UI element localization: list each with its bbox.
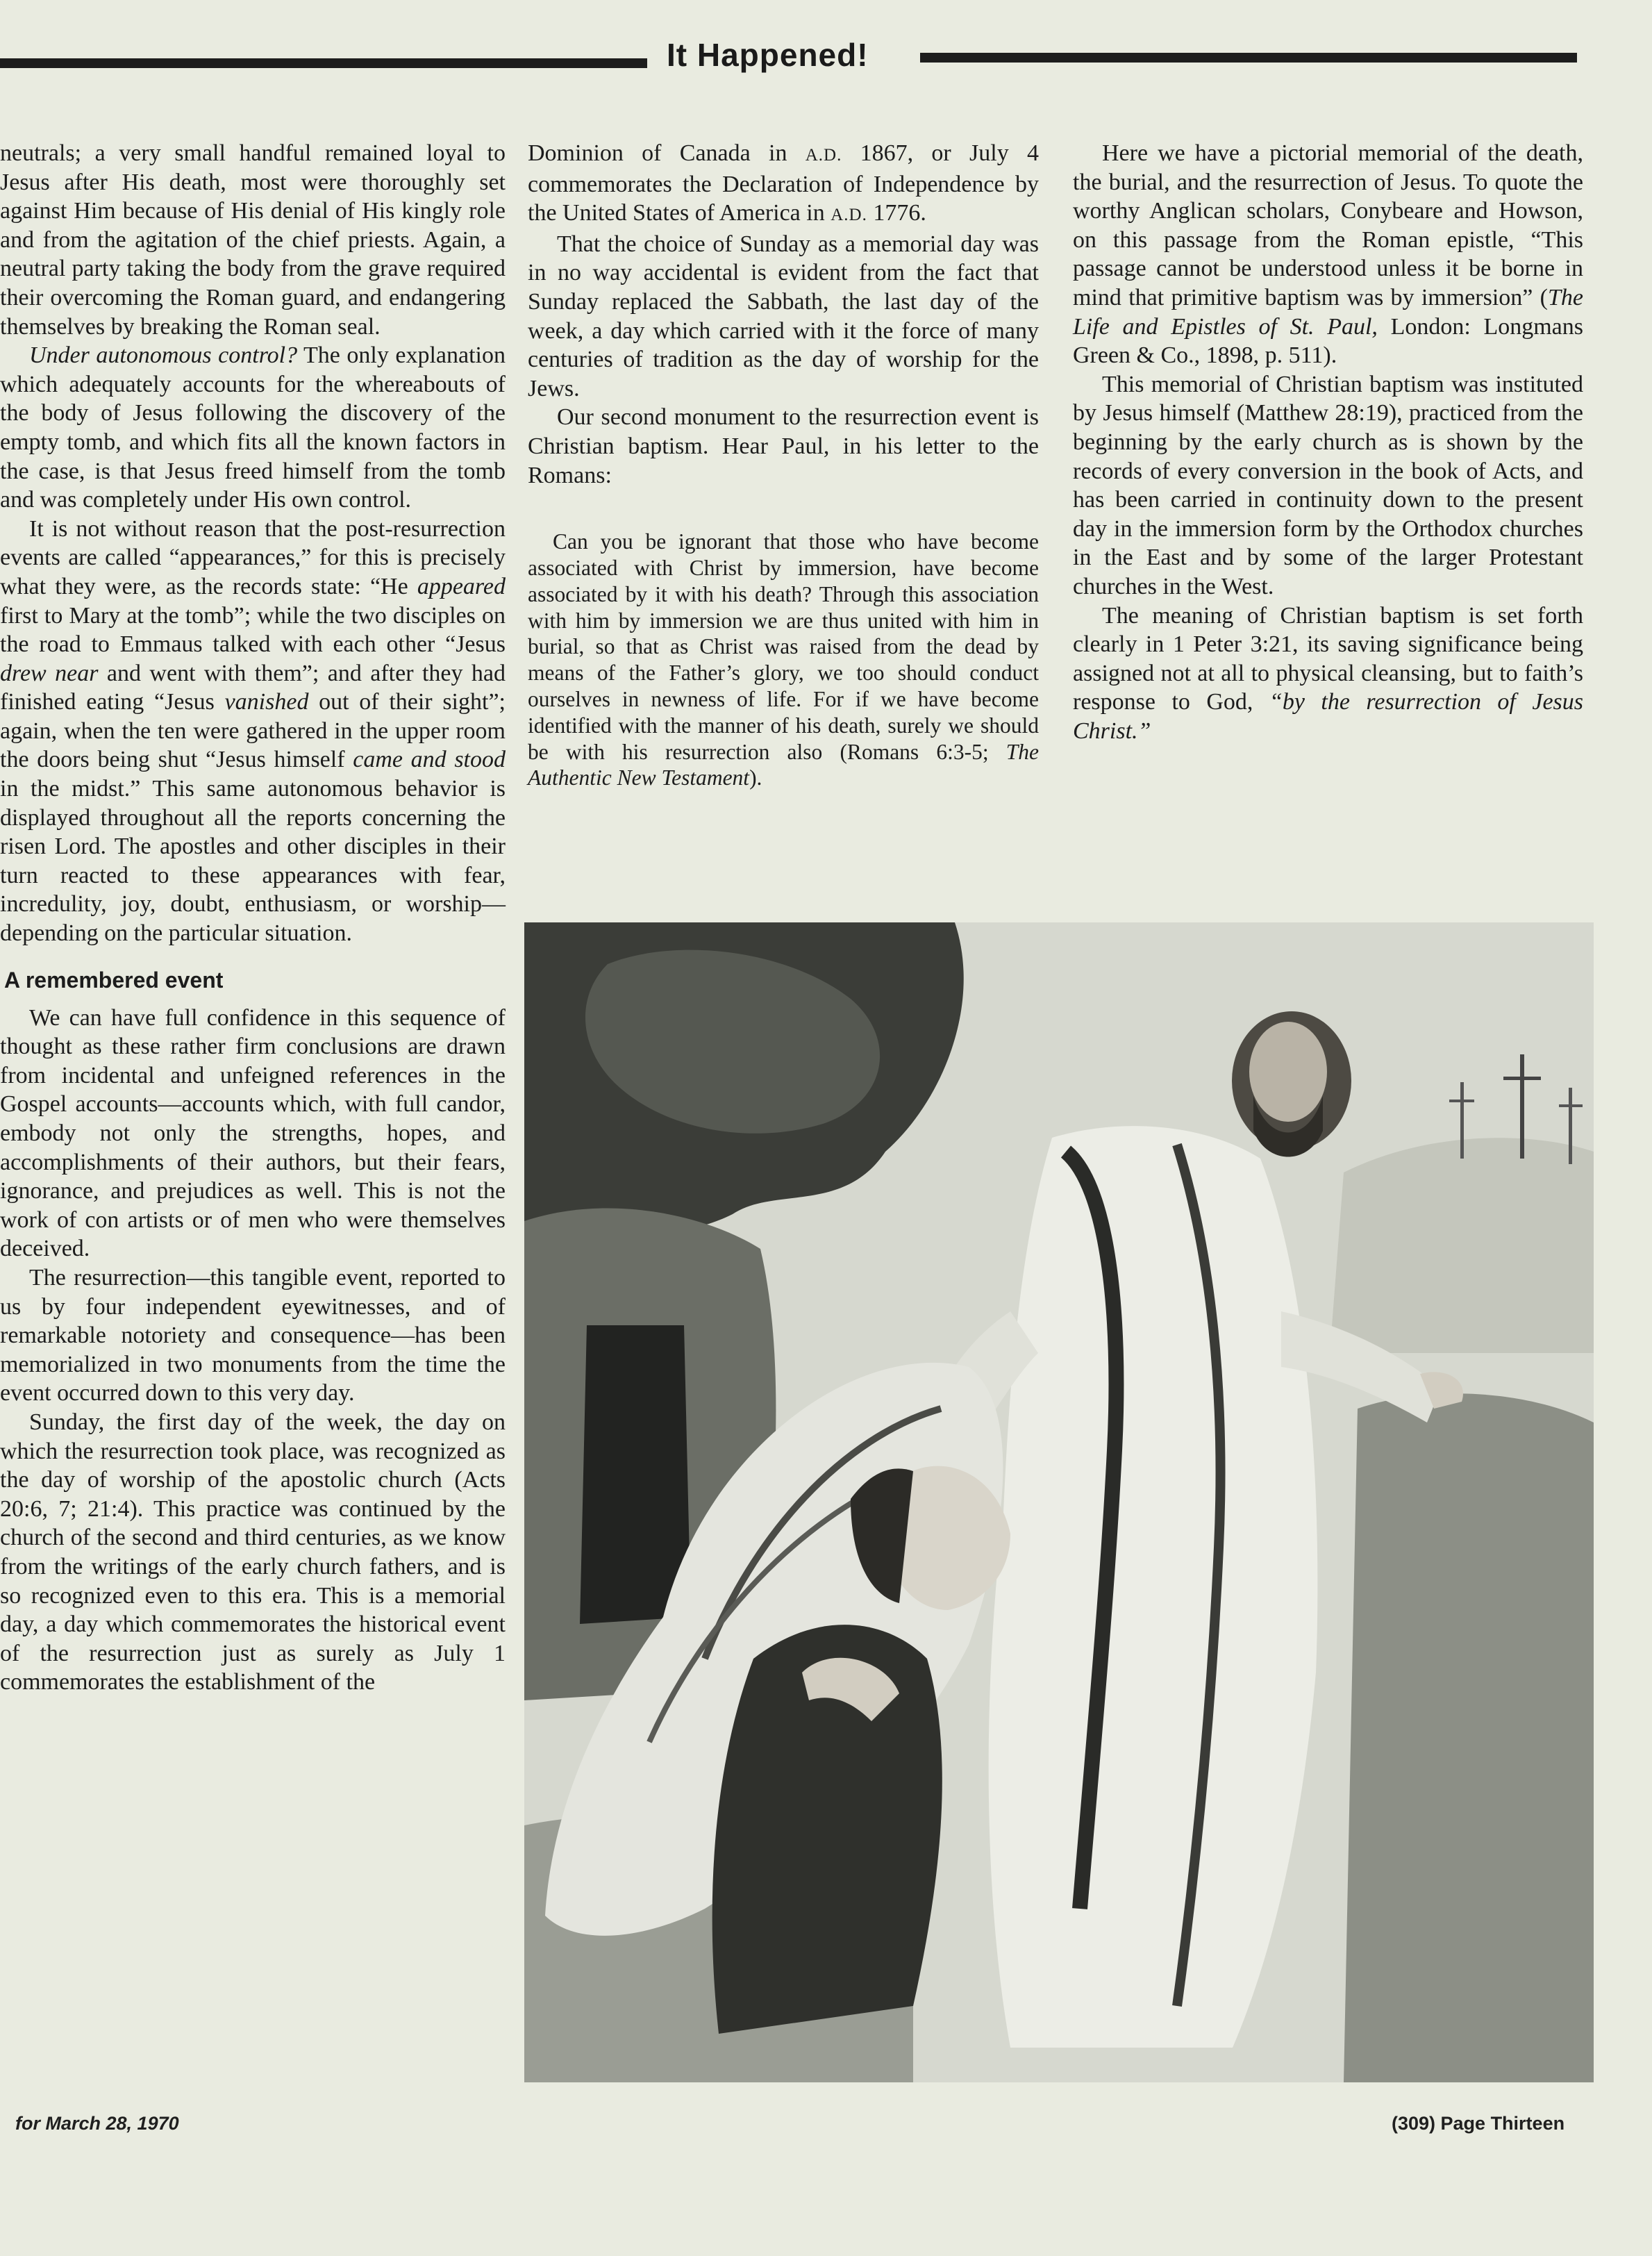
footer-issue-date: for March 28, 1970 [15, 2113, 179, 2134]
paragraph: Here we have a pictorial memorial of the death, the burial, and the resurrection of Jesus. To quote the worthy Anglican scholars, Conybeare and Howson, on this passage from the Roman epistle, “This passage cannot be understood unless it be borne in mind that primitive baptism was by immersion” (The Life and Epistles of St. Paul, London: Longmans Green & Co., 1898, p. 511). [1073, 140, 1583, 369]
run-in-heading: Under autonomous control? [29, 342, 298, 369]
paragraph: Sunday, the first day of the week, the day on which the resurrection took place, was recognized as the day of worship of the apostolic church (Acts 20:6, 7; 21:4). This practice was continued by the church of the second and third centuries, as we know from the writings of the early church fathers, and is so recognized even to this era. This is a memorial day, a day which commemorates the historical event of the resurrection just as surely as July 1 commemorates the establishment of the [0, 1409, 506, 1695]
paragraph: Our second monument to the resurrection event is Christian baptism. Hear Paul, in his letter to the Romans: [528, 404, 1039, 488]
article-column-right [1073, 139, 1583, 745]
paragraph: The resurrection—this tangible event, reported to us by four independent eyewitnesses, and of remarkable notoriety and consequence—has been memorialized in two monuments from the time the event occurred down to this very day. [0, 1264, 506, 1407]
paragraph: neutrals; a very small handful remained loyal to Jesus after His death, most were thoroughly set against Him because of His denial of His kingly role and from the agitation of the chief priests. Again, a neutral party taking the body from the grave required their overcoming the Roman guard, and endangering themselves by breaking the Roman seal. [0, 140, 506, 340]
paragraph: We can have full confidence in this sequence of thought as these rather firm conclusions are drawn from incidental and unfeigned references in the Gospel accounts—accounts which, with full candor, embody not only the strengths, hopes, and accomplishments of their authors, but their fears, ignorance, and prejudices as well. This is not the work of con artists or of men who were themselves deceived. [0, 1004, 506, 1262]
header-rule-left [0, 58, 647, 68]
footer-page-number: (309) Page Thirteen [1392, 2113, 1565, 2134]
paragraph: This memorial of Christian baptism was instituted by Jesus himself (Matthew 28:19), practiced from the beginning by the early church as is shown by the records of every conversion in the book of Acts, and has been carried in continuity down to the present day in the immersion form by the Orthodox churches in the East and by some of the larger Protestant churches in the West. [1073, 371, 1583, 599]
resurrection-illustration [524, 922, 1594, 2082]
paragraph: It is not without reason that the post-resurrection events are called “appearances,” for this is precisely what they were, as the records state: “He appeared first to Mary at the tomb”; while the two disciples on the road to Emmaus talked with each other “Jesus drew near and went with them”; and after they had finished eating “Jesus vanished out of their sight”; again, when the ten were gathered in the upper room the doors being shut “Jesus himself came and stood in the midst.” This same autonomous behavior is displayed throughout all the reports concerning the risen Lord. The apostles and other disciples in their turn reacted to these appearances with fear, incredulity, joy, doubt, enthusiasm, or worship—depending on the particular situation. [0, 515, 506, 947]
illustration-graphic [524, 922, 1594, 2082]
paragraph: Under autonomous control? The only explanation which adequately accounts for the whereabouts of the body of Jesus following the discovery of the empty tomb, and which fits all the known factors in the case, is that Jesus freed himself from the tomb and was completely under His own control. [0, 342, 506, 513]
running-header-title: It Happened! [667, 37, 869, 73]
section-subheading: A remembered event [4, 967, 224, 993]
paragraph: That the choice of Sunday as a memorial day was in no way accidental is evident from the fact that Sunday replaced the Sabbath, the last day of the week, a day which carried with it the force of many centuries of tradition as the day of worship for the Jews. [528, 231, 1039, 401]
article-column-middle [528, 139, 1039, 791]
paragraph: The meaning of Christian baptism is set forth clearly in 1 Peter 3:21, its saving significance being assigned not at all to physical cleansing, but to faith’s response to God, “by the resurrection of Jesus Christ.” [1073, 602, 1584, 744]
block-quotation: Can you be ignorant that those who have become associated with Christ by immersion, have become associated by it with his death? Through this association with him by immersion we are thus united with him in burial, so that as Christ was raised from the dead by means of the Father’s glory, we too should conduct ourselves in newness of life. For if we have become identified with the manner of his death, surely we should be with his resurrection also (Romans 6:3-5; The Authentic New Testament). [528, 529, 1039, 790]
header-rule-right [920, 53, 1577, 63]
paragraph: Dominion of Canada in A.D. 1867, or July 4 commemorates the Declaration of Independence by the United States of America in A.D. 1776. [528, 140, 1039, 226]
article-column-left [0, 139, 506, 1697]
